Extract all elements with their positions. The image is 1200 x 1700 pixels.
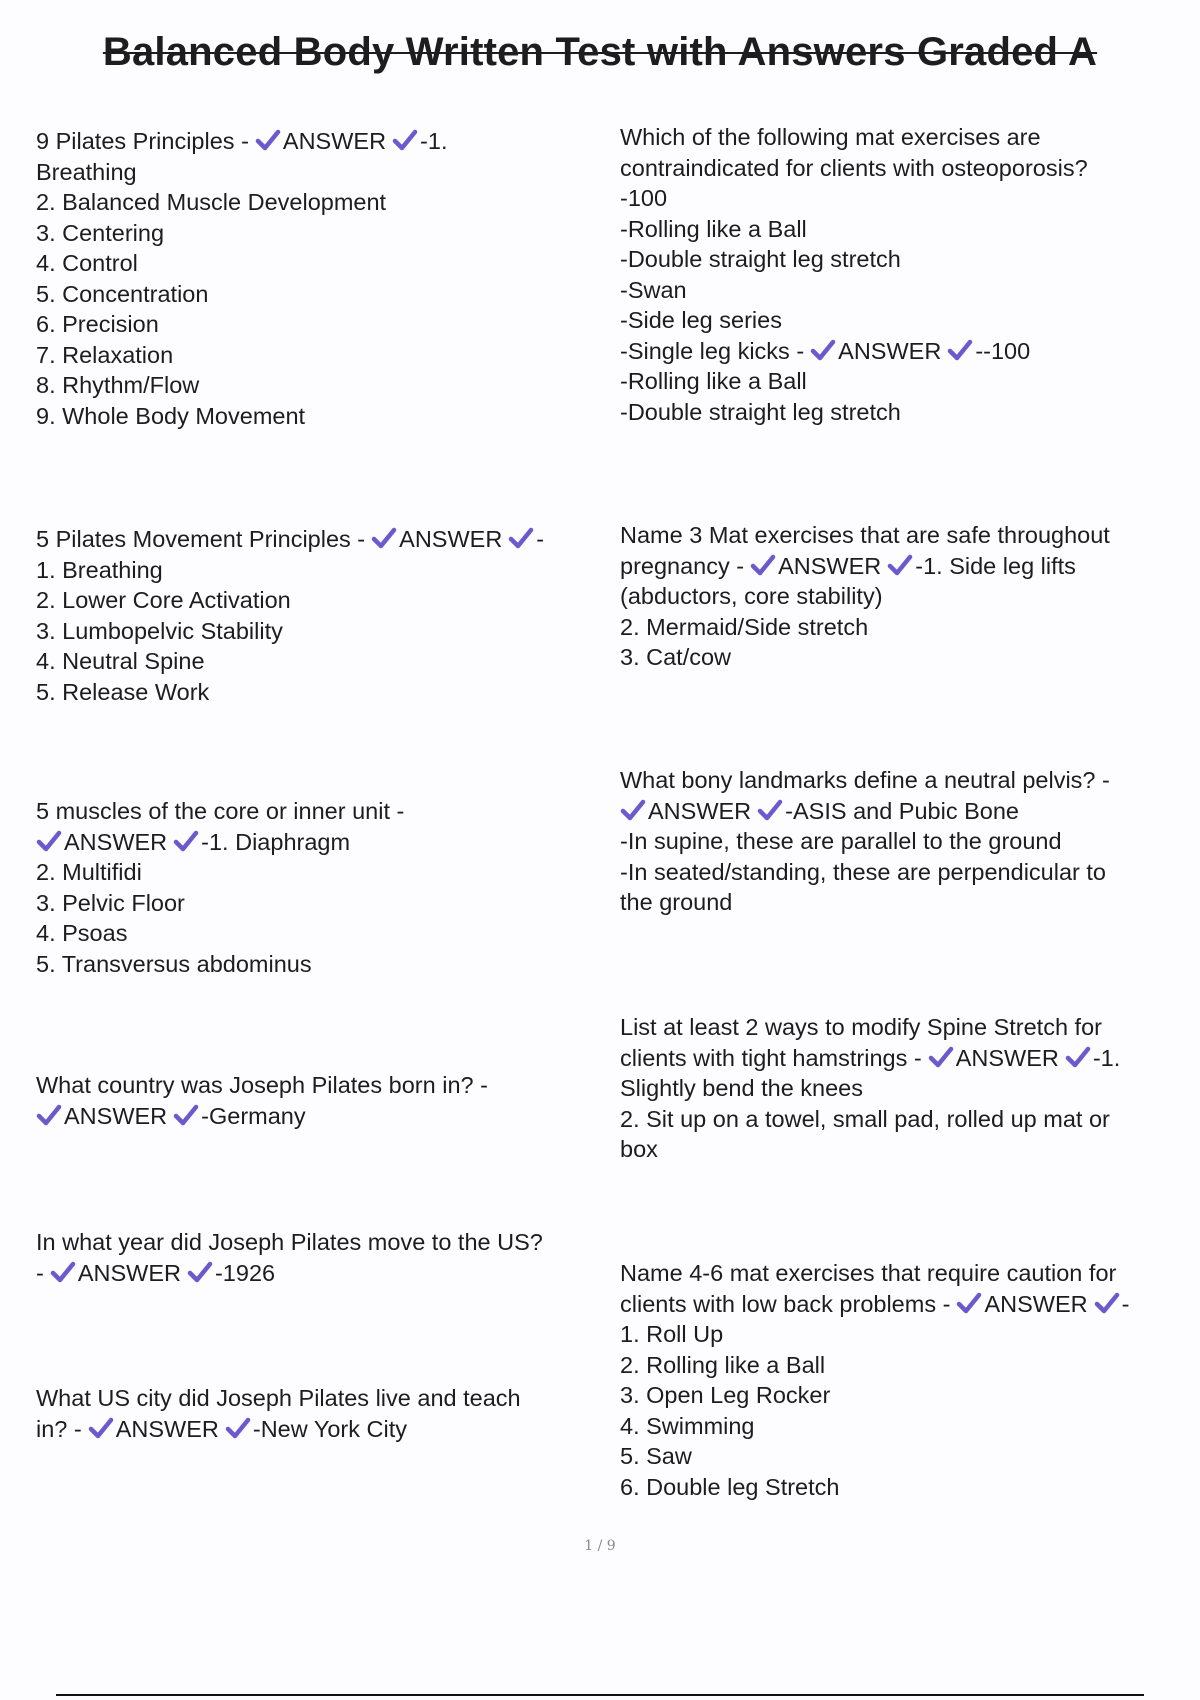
list-item: 2. Lower Core Activation bbox=[36, 587, 291, 613]
list-item: 3. Lumbopelvic Stability bbox=[36, 617, 283, 644]
question-text: 5 muscles of the core or inner unit - bbox=[36, 798, 405, 824]
list-item: box bbox=[620, 1136, 658, 1162]
answer-text: -1. bbox=[420, 128, 448, 154]
answer-text: - bbox=[536, 526, 545, 552]
list-item: 2. Multifidi bbox=[36, 859, 142, 885]
answer-text: -Germany bbox=[201, 1102, 306, 1129]
answer-label: ANSWER bbox=[115, 1415, 219, 1442]
answer-text: -New York City bbox=[252, 1415, 407, 1442]
check-icon bbox=[88, 1417, 114, 1439]
list-item: 1. Breathing bbox=[36, 556, 163, 583]
question-text: - bbox=[36, 1259, 44, 1286]
answer-label: ANSWER bbox=[282, 128, 387, 154]
check-icon bbox=[750, 554, 776, 576]
check-icon bbox=[947, 339, 973, 361]
check-icon bbox=[36, 1104, 62, 1126]
page-number: 1 / 9 bbox=[584, 1538, 616, 1554]
question-neutral-pelvis bbox=[620, 765, 1185, 918]
question-us-city bbox=[36, 1383, 606, 1444]
question-text: What country was Joseph Pilates born in? - bbox=[36, 1072, 488, 1098]
question-pilates-principles bbox=[36, 126, 606, 431]
list-item: -In seated/standing, these are perpendicular to bbox=[620, 858, 1106, 885]
answer-text: -1. Side leg lifts bbox=[915, 552, 1076, 579]
check-icon bbox=[810, 339, 836, 361]
question-osteoporosis bbox=[620, 122, 1185, 427]
check-icon bbox=[371, 527, 397, 549]
answer-label: ANSWER bbox=[77, 1259, 181, 1286]
list-item: 4. Psoas bbox=[36, 920, 128, 946]
question-text: In what year did Joseph Pilates move to the US? bbox=[36, 1229, 543, 1255]
answer-text: -ASIS and Pubic Bone bbox=[785, 797, 1019, 824]
list-item: 5. Concentration bbox=[36, 280, 209, 307]
check-icon bbox=[1065, 1046, 1091, 1068]
answer-label: ANSWER bbox=[838, 337, 942, 364]
question-text: -100 bbox=[620, 185, 668, 211]
question-text: -Single leg kicks - bbox=[620, 337, 805, 364]
answer-text: -1. Diaphragm bbox=[201, 828, 351, 855]
list-item: the ground bbox=[620, 889, 733, 915]
list-item: 2. Balanced Muscle Development bbox=[36, 189, 387, 215]
question-text: Which of the following mat exercises are bbox=[620, 124, 1041, 150]
question-text: -Side leg series bbox=[620, 307, 782, 333]
question-text: What US city did Joseph Pilates live and teach bbox=[36, 1385, 521, 1411]
list-item: 2. Sit up on a towel, small pad, rolled up mat or bbox=[620, 1105, 1110, 1132]
list-item: 7. Relaxation bbox=[36, 341, 174, 368]
question-text: -Swan bbox=[620, 276, 687, 303]
question-text: -Rolling like a Ball bbox=[620, 215, 807, 242]
check-icon bbox=[620, 799, 646, 821]
check-icon bbox=[757, 799, 783, 821]
bottom-divider bbox=[56, 1694, 1144, 1696]
list-item: 5. Transversus abdominus bbox=[36, 950, 312, 977]
question-move-year bbox=[36, 1227, 606, 1288]
question-text: Name 3 Mat exercises that are safe throughout bbox=[620, 522, 1110, 548]
question-spine-stretch bbox=[620, 1012, 1185, 1165]
check-icon bbox=[1094, 1292, 1120, 1314]
check-icon bbox=[392, 129, 418, 151]
check-icon bbox=[36, 830, 62, 852]
question-pregnancy bbox=[620, 520, 1185, 673]
check-icon bbox=[173, 1104, 199, 1126]
question-birth-country bbox=[36, 1070, 606, 1131]
question-text: 5 Pilates Movement Principles - bbox=[36, 526, 366, 552]
check-icon bbox=[956, 1292, 982, 1314]
check-icon bbox=[928, 1046, 954, 1068]
document-title: Balanced Body Written Test with Answers Graded A bbox=[102, 30, 1098, 74]
answer-label: ANSWER bbox=[64, 828, 168, 855]
list-item: 5. Release Work bbox=[36, 678, 210, 705]
check-icon bbox=[173, 830, 199, 852]
question-text: -Double straight leg stretch bbox=[620, 246, 901, 272]
check-icon bbox=[255, 129, 281, 151]
answer-label: ANSWER bbox=[64, 1102, 168, 1129]
answer-text: -1926 bbox=[214, 1259, 276, 1286]
list-item: 9. Whole Body Movement bbox=[36, 402, 306, 429]
question-core-muscles bbox=[36, 796, 606, 979]
question-text: pregnancy - bbox=[620, 552, 745, 579]
list-item: -Rolling like a Ball bbox=[620, 368, 807, 394]
list-item: 2. Mermaid/Side stretch bbox=[620, 613, 869, 640]
answer-text: - bbox=[1121, 1290, 1130, 1317]
list-item: 6. Double leg Stretch bbox=[620, 1473, 840, 1500]
list-item: 4. Swimming bbox=[620, 1412, 755, 1439]
check-icon bbox=[887, 554, 913, 576]
list-item: -Double straight leg stretch bbox=[620, 398, 901, 425]
answer-text: -1. bbox=[1092, 1044, 1121, 1071]
question-text: in? - bbox=[36, 1415, 82, 1442]
list-item: 2. Rolling like a Ball bbox=[620, 1351, 826, 1378]
list-item: 3. Open Leg Rocker bbox=[620, 1382, 831, 1408]
list-item: 6. Precision bbox=[36, 311, 159, 337]
answer-label: ANSWER bbox=[778, 552, 882, 579]
list-item: 4. Neutral Spine bbox=[36, 648, 205, 674]
list-item: 3. Centering bbox=[36, 219, 165, 246]
question-text: clients with low back problems - bbox=[620, 1290, 951, 1317]
list-item: 3. Pelvic Floor bbox=[36, 889, 185, 916]
answer-label: ANSWER bbox=[399, 526, 503, 552]
question-text: What bony landmarks define a neutral pelvis? - bbox=[620, 767, 1110, 793]
question-text: Name 4-6 mat exercises that require caution for bbox=[620, 1260, 1117, 1286]
answer-text: --100 bbox=[975, 337, 1031, 364]
list-item: 1. Roll Up bbox=[620, 1321, 724, 1347]
answer-label: ANSWER bbox=[955, 1044, 1059, 1071]
list-item: 8. Rhythm/Flow bbox=[36, 372, 200, 398]
check-icon bbox=[50, 1261, 76, 1283]
list-item: -In supine, these are parallel to the ground bbox=[620, 828, 1062, 854]
question-low-back bbox=[620, 1258, 1195, 1502]
check-icon bbox=[187, 1261, 213, 1283]
list-item: 4. Control bbox=[36, 250, 138, 276]
question-text: contraindicated for clients with osteoporosis? bbox=[620, 154, 1088, 181]
question-text: clients with tight hamstrings - bbox=[620, 1044, 922, 1071]
answer-label: ANSWER bbox=[984, 1290, 1088, 1317]
question-text: List at least 2 ways to modify Spine Stretch for bbox=[620, 1014, 1102, 1040]
answer-label: ANSWER bbox=[648, 797, 752, 824]
check-icon bbox=[225, 1417, 251, 1439]
list-item: 5. Saw bbox=[620, 1443, 692, 1469]
question-text: 9 Pilates Principles - bbox=[36, 128, 249, 154]
list-item: 3. Cat/cow bbox=[620, 644, 732, 670]
question-movement-principles bbox=[36, 524, 626, 707]
list-item: Breathing bbox=[36, 158, 137, 185]
check-icon bbox=[508, 527, 534, 549]
list-item: Slightly bend the knees bbox=[620, 1075, 863, 1101]
list-item: (abductors, core stability) bbox=[620, 583, 883, 609]
